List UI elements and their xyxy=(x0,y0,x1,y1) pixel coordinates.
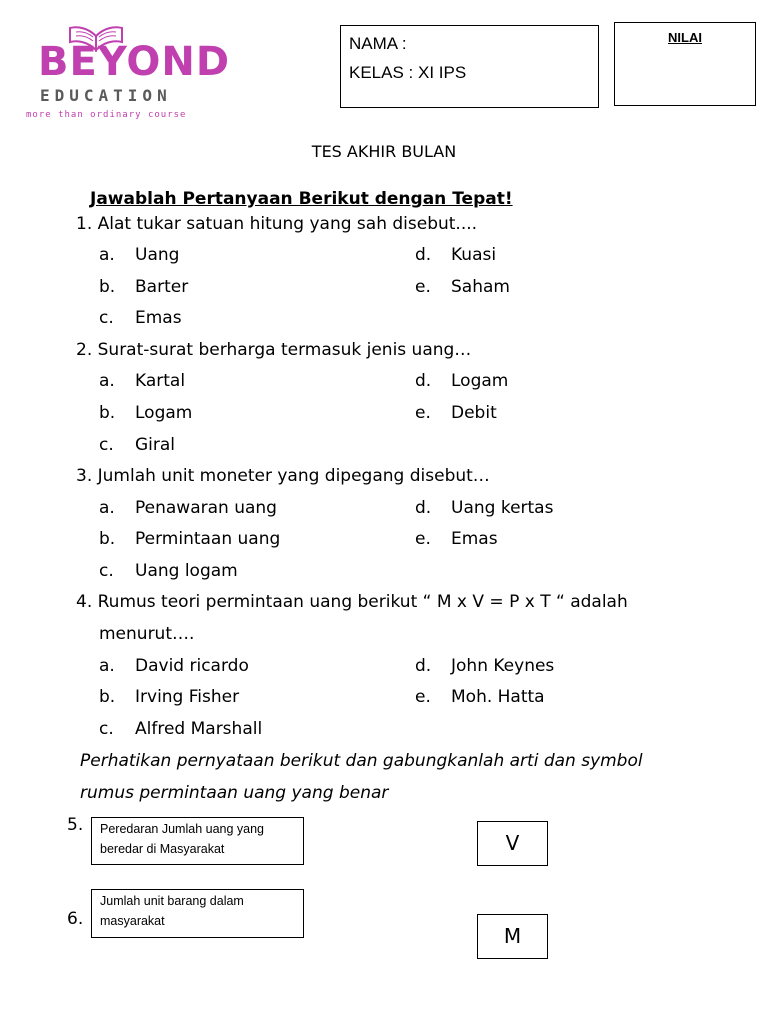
score-box[interactable] xyxy=(614,22,756,106)
option-letter: e. xyxy=(415,687,431,707)
option-letter: b. xyxy=(99,529,116,549)
option-letter: b. xyxy=(99,687,116,707)
item-number: 5. xyxy=(67,815,84,835)
statement-box[interactable] xyxy=(91,817,304,865)
option-text: Permintaan uang xyxy=(135,529,281,549)
option-letter: d. xyxy=(415,498,432,518)
option-letter: c. xyxy=(99,561,114,581)
student-info-box xyxy=(340,25,599,108)
logo-tagline: more than ordinary course xyxy=(26,110,187,120)
option-text: Uang kertas xyxy=(451,498,554,518)
option-letter: e. xyxy=(415,277,431,297)
option-text: Penawaran uang xyxy=(135,498,277,518)
question-2: 2. Surat-surat berharga termasuk jenis uang… xyxy=(76,340,472,360)
option-text: Emas xyxy=(135,308,182,328)
option-letter: e. xyxy=(415,529,431,549)
option-text: John Keynes xyxy=(451,656,555,676)
option-text: Giral xyxy=(135,435,176,455)
matching-instruction-continued: rumus permintaan uang yang benar xyxy=(80,783,389,803)
option-text: Kuasi xyxy=(451,245,497,265)
symbol-box[interactable]: V xyxy=(477,821,548,866)
option-text: Irving Fisher xyxy=(135,687,240,707)
option-text: Emas xyxy=(451,529,498,549)
option-letter: e. xyxy=(415,403,431,423)
statement-box[interactable] xyxy=(91,889,304,938)
page-title: TES AKHIR BULAN xyxy=(311,142,457,161)
option-letter: a. xyxy=(99,498,115,518)
question-4: 4. Rumus teori permintaan uang berikut “ M x V = P x T “ adalah xyxy=(76,592,628,612)
matching-instruction: Perhatikan pernyataan berikut dan gabungkanlah arti dan symbol xyxy=(80,751,643,771)
nama-field[interactable]: NAMA : xyxy=(349,34,407,53)
statement-line: Jumlah unit barang dalam xyxy=(100,894,244,908)
option-letter: a. xyxy=(99,371,115,391)
option-letter: c. xyxy=(99,719,114,739)
kelas-field: KELAS : XI IPS xyxy=(349,63,467,82)
option-text: Logam xyxy=(135,403,193,423)
option-text: Debit xyxy=(451,403,497,423)
option-letter: a. xyxy=(99,656,115,676)
question-3: 3. Jumlah unit moneter yang dipegang disebut… xyxy=(76,466,490,486)
option-text: Saham xyxy=(451,277,510,297)
statement-line: Peredaran Jumlah uang yang xyxy=(100,822,265,836)
option-letter: d. xyxy=(415,656,432,676)
option-letter: b. xyxy=(99,277,116,297)
question-4-continued: menurut…. xyxy=(99,624,195,644)
instruction: Jawablah Pertanyaan Berikut dengan Tepat! xyxy=(90,189,513,209)
option-letter: c. xyxy=(99,308,114,328)
option-letter: c. xyxy=(99,435,114,455)
logo-brand: BEYOND xyxy=(38,39,231,85)
option-text: Logam xyxy=(451,371,509,391)
statement-line: masyarakat xyxy=(100,914,165,928)
option-letter: b. xyxy=(99,403,116,423)
option-letter: d. xyxy=(415,245,432,265)
option-text: Kartal xyxy=(135,371,186,391)
option-text: Moh. Hatta xyxy=(451,687,545,707)
option-text: Alfred Marshall xyxy=(135,719,263,739)
option-letter: d. xyxy=(415,371,432,391)
option-text: Uang logam xyxy=(135,561,238,581)
item-number: 6. xyxy=(67,909,84,929)
statement-line: beredar di Masyarakat xyxy=(100,842,225,856)
option-letter: a. xyxy=(99,245,115,265)
question-1: 1. Alat tukar satuan hitung yang sah disebut.... xyxy=(76,214,478,234)
logo-education: EDUCATION xyxy=(40,86,172,105)
option-text: David ricardo xyxy=(135,656,249,676)
option-text: Uang xyxy=(135,245,180,265)
score-label: NILAI xyxy=(668,30,702,45)
option-text: Barter xyxy=(135,277,189,297)
symbol-box[interactable]: M xyxy=(477,914,548,959)
